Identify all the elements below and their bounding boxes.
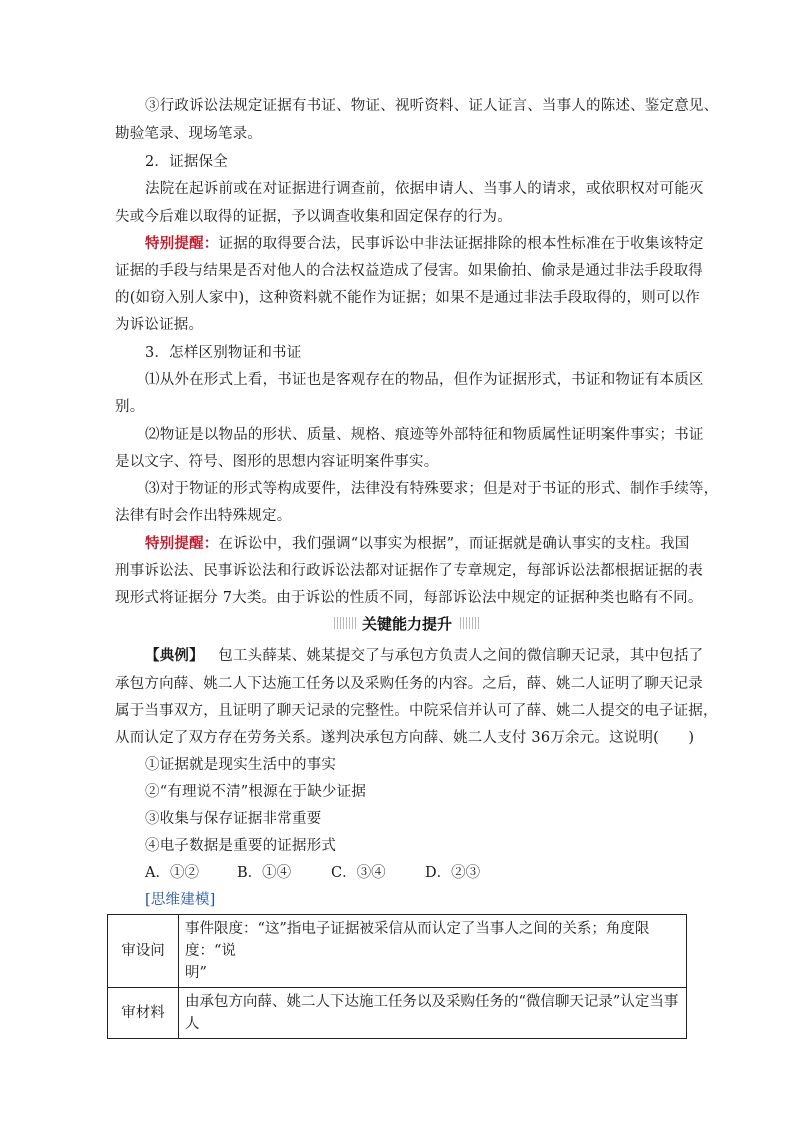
row-content: 事件限度：“这”指电子证据被采信从而认定了当事人之间的关系；角度限度：“说 明” <box>179 915 687 988</box>
text-line: 法律有时会作出特殊规定。 <box>115 508 292 524</box>
example-tag: 【典例】 <box>145 647 204 664</box>
text-line: ⑵物证是以物品的形状、质量、规格、痕迹等外部特征和物质属性证明案件事实；书证 <box>145 427 704 443</box>
row-content: 由承包方向薛、姚二人下达施工任务以及采购任务的“微信聊天记录”认定当事人 <box>179 988 687 1039</box>
text-line: ⑶对于物证的形式等构成要件，法律没有特殊要求；但是对于书证的形式、制作手续等， <box>145 481 719 497</box>
choice-c: C．③④ <box>331 865 386 881</box>
text-line: 从而认定了双方存在劳务关系。遂判决承包方向薛、姚二人支付 36万余元。这说明( ) <box>115 730 695 746</box>
statement-item: ①证据就是现实生活中的事实 <box>145 757 337 773</box>
row-header: 审设问 <box>108 915 179 988</box>
text-line: 证据的手段与结果是否对他人的合法权益造成了侵害。如果偷拍、偷录是通过非法手段取得 <box>115 263 703 279</box>
row-header: 审材料 <box>108 988 179 1039</box>
text-line: 为诉讼证据。 <box>115 317 204 333</box>
tip-label: 特别提醒： <box>145 535 219 552</box>
text-line: 现形式将证据分 7大类。由于诉讼的性质不同，每部诉讼法中规定的证据种类也略有不同。 <box>115 590 703 606</box>
text-line: 勘验笔录、现场笔录。 <box>115 126 262 142</box>
statement-item: ②“有理说不清”根源在于缺少证据 <box>145 784 367 800</box>
model-label: [思维建模] <box>145 892 216 908</box>
text-line: ③行政诉讼法规定证据有书证、物证、视听资料、证人证言、当事人的陈述、鉴定意见、 <box>145 98 719 114</box>
choice-b: B．①④ <box>237 865 292 881</box>
section-heading: 3．怎样区别物证和书证 <box>145 345 302 361</box>
analysis-table <box>107 914 687 1039</box>
text-line: 的(如窃入别人家中)，这种资料就不能作为证据；如果不是通过非法手段取得的，则可以作 <box>115 290 701 306</box>
text-line: 别。 <box>115 399 145 415</box>
choice-a: A．①② <box>145 865 199 881</box>
table-row <box>108 915 687 988</box>
section-banner <box>334 611 480 635</box>
choice-d: D．②③ <box>425 865 481 881</box>
statement-item: ④电子数据是重要的证据形式 <box>145 838 337 854</box>
text-line: 失或今后难以取得的证据，予以调查收集和固定保存的行为。 <box>115 209 512 225</box>
text-line: ⑴从外在形式上看，书证也是客观存在的物品，但作为证据形式，书证和物证有本质区 <box>145 372 704 388</box>
example-line: 【典例】 包工头薛某、姚某提交了与承包方负责人之间的微信聊天记录，其中包括了 <box>145 647 704 664</box>
tip-line: 特别提醒：在诉讼中，我们强调“以事实为根据”，而证据就是确认事实的支柱。我国 <box>145 535 690 552</box>
statement-item: ③收集与保存证据非常重要 <box>145 811 322 827</box>
tip-label: 特别提醒： <box>145 235 219 252</box>
table-row <box>108 988 687 1039</box>
text-line: 法院在起诉前或在对证据进行调查前，依据申请人、当事人的请求，或依职权对可能灭 <box>145 181 704 197</box>
banner-title: 关键能力提升 <box>356 613 458 634</box>
text-line: 刑事诉讼法、民事诉讼法和行政诉讼法都对证据作了专章规定，每部诉讼法都根据证据的表 <box>115 563 703 579</box>
text-line: 是以文字、符号、图形的思想内容证明案件事实。 <box>115 454 439 470</box>
text-line: 属于当事双方，且证明了聊天记录的完整性。中院采信并认可了薛、姚二人提交的电子证据， <box>115 703 718 719</box>
tip-line: 特别提醒：证据的取得要合法，民事诉讼中非法证据排除的根本性标准在于收集该特定 <box>145 235 704 252</box>
section-heading: 2．证据保全 <box>145 154 228 170</box>
text-line: 承包方向薛、姚二人下达施工任务以及采购任务的内容。之后，薛、姚二人证明了聊天记录 <box>115 676 703 692</box>
